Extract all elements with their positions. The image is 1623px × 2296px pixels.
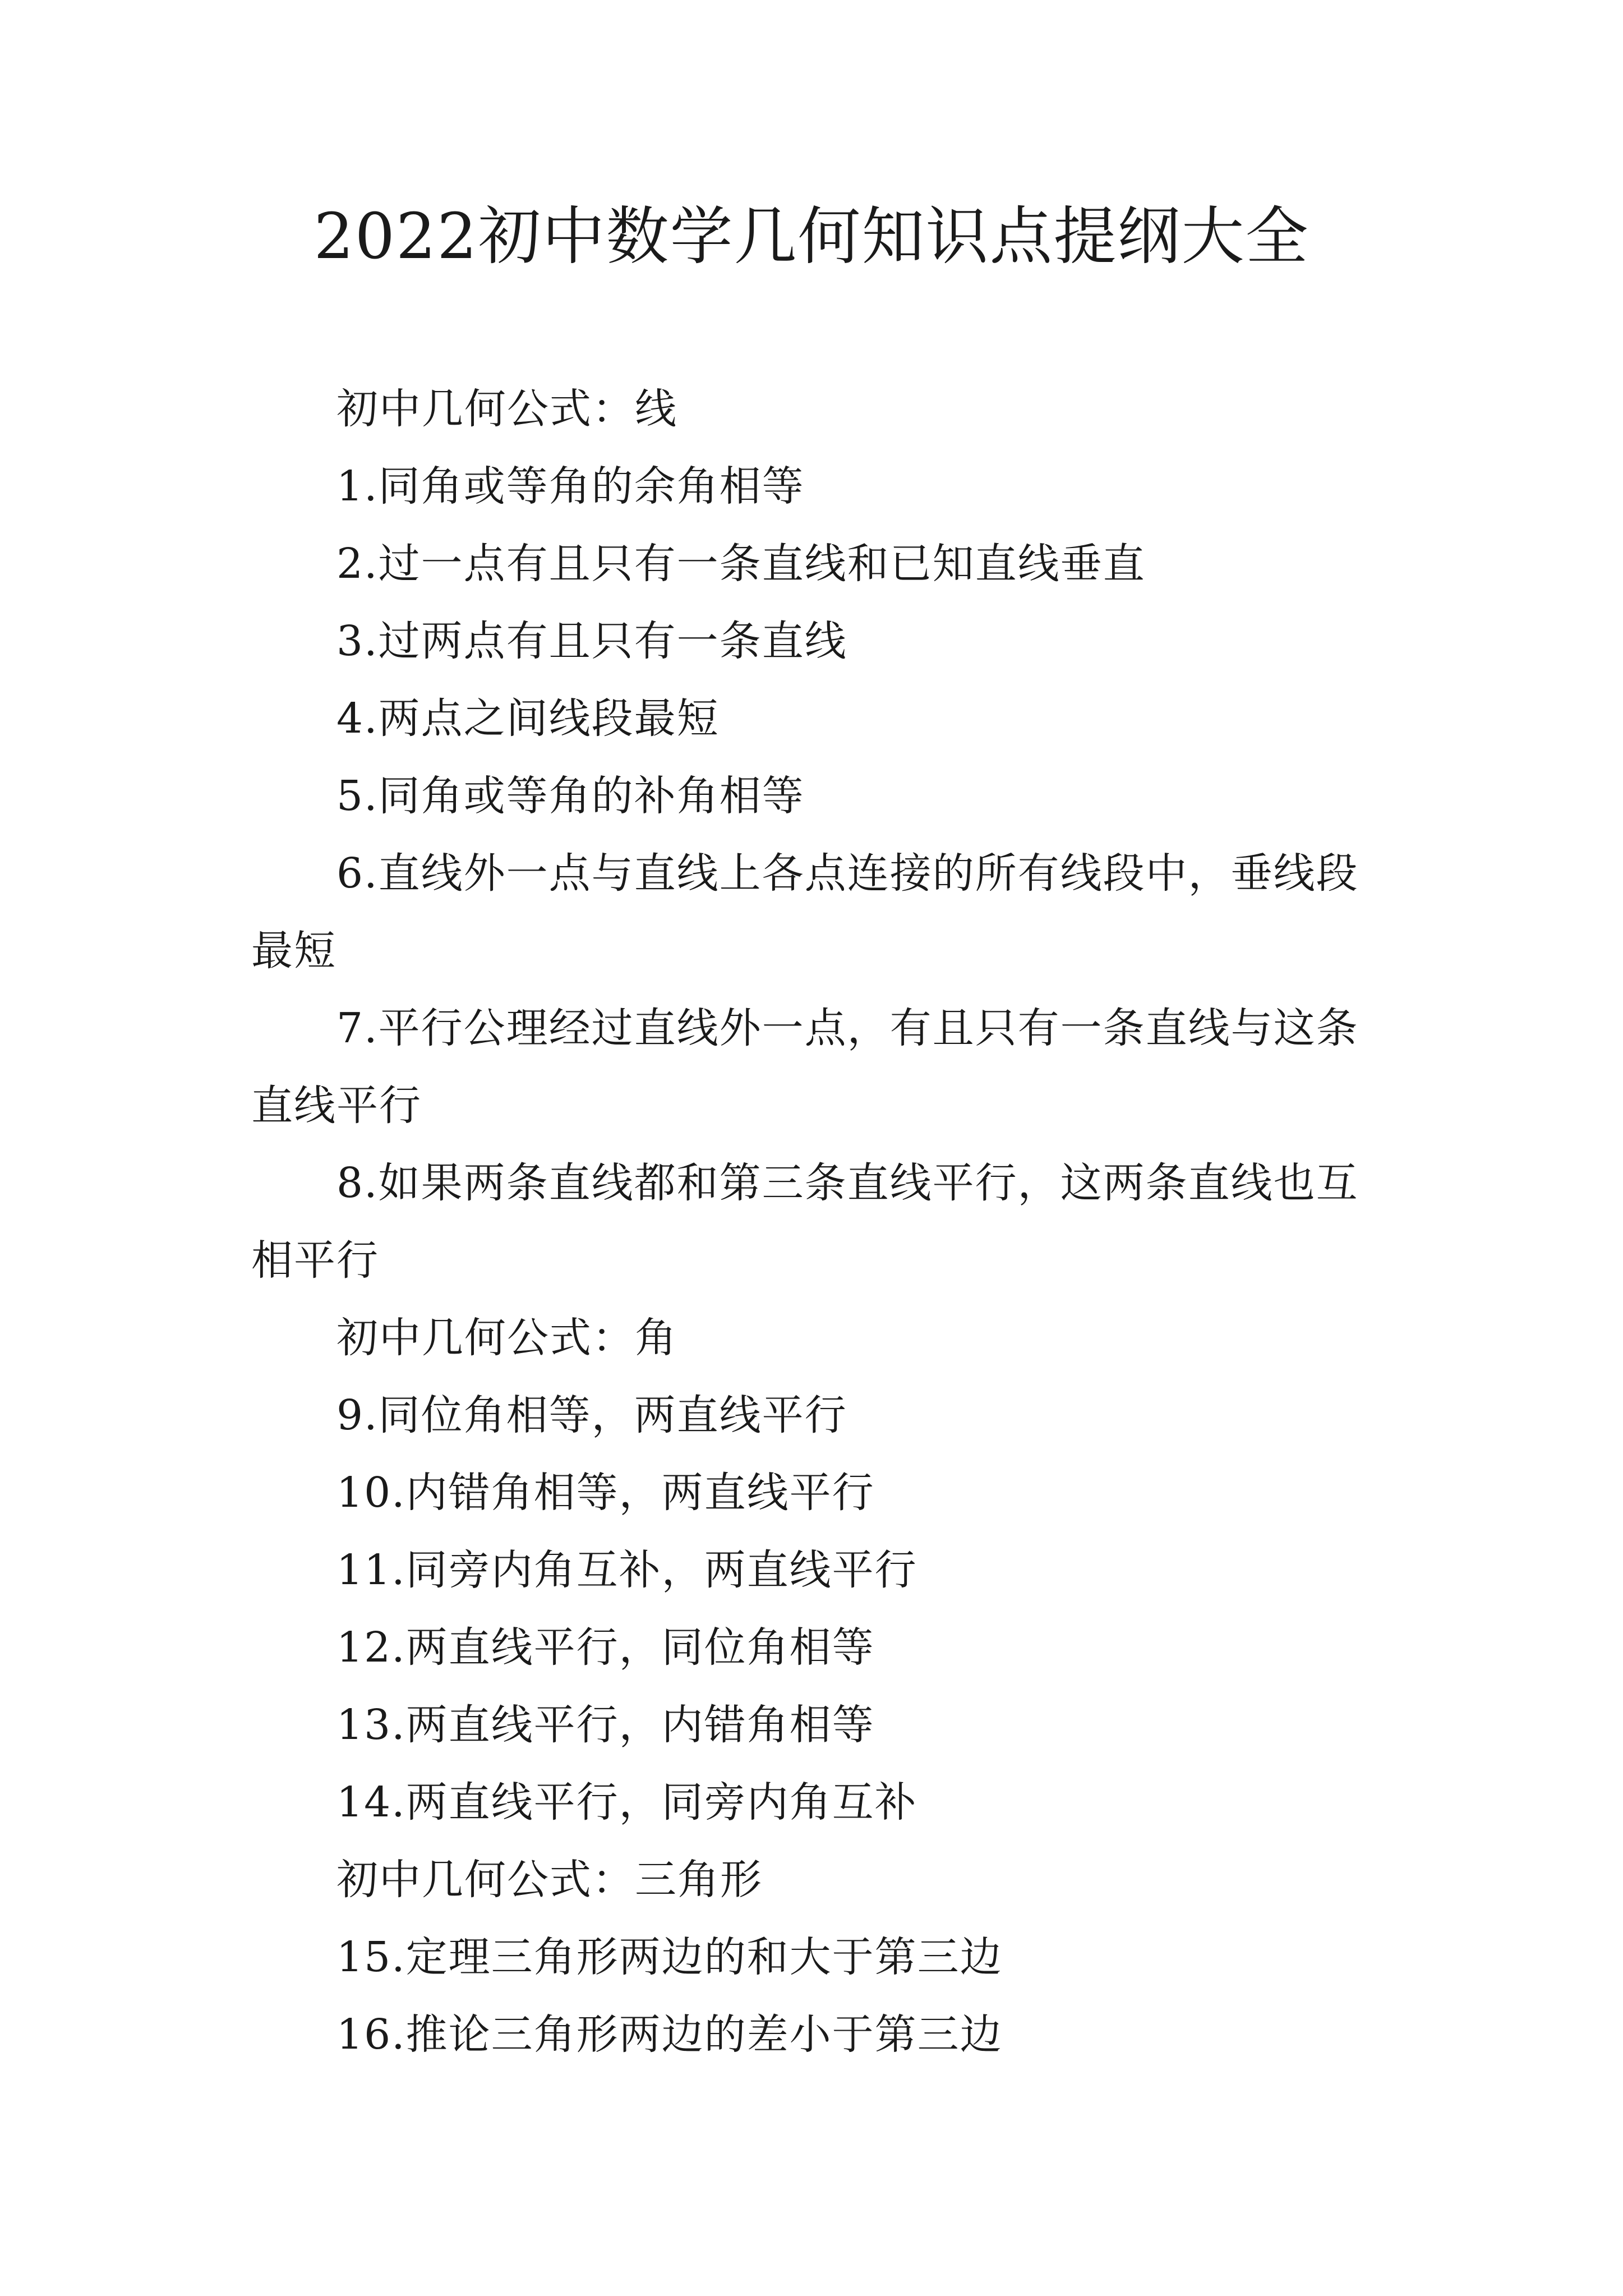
- paragraph: 8.如果两条直线都和第三条直线平行，这两条直线也互相平行: [251, 1159, 1359, 1285]
- paragraph: 4.两点之间线段最短: [336, 694, 720, 743]
- paragraph: 13.两直线平行，内错角相等: [336, 1701, 875, 1749]
- section-heading-angle: 初中几何公式：角: [336, 1314, 677, 1362]
- document-body: [251, 370, 1384, 2073]
- section-heading-triangle: 初中几何公式：三角形: [336, 1856, 763, 1904]
- paragraph: 2.过一点有且只有一条直线和已知直线垂直: [336, 540, 1146, 588]
- paragraph: 1.同角或等角的余角相等: [336, 462, 805, 510]
- paragraph: 9.同位角相等，两直线平行: [336, 1391, 847, 1439]
- paragraph: 10.内错角相等，两直线平行: [336, 1469, 875, 1517]
- paragraph: 7.平行公理经过直线外一点，有且只有一条直线与这条直线平行: [251, 1004, 1359, 1130]
- paragraph: 11.同旁内角互补，两直线平行: [336, 1546, 917, 1594]
- paragraph: 5.同角或等角的补角相等: [336, 772, 805, 820]
- paragraph: 15.定理三角形两边的和大于第三边: [336, 1933, 1003, 1981]
- paragraph: 12.两直线平行，同位角相等: [336, 1623, 875, 1672]
- paragraph: 14.两直线平行，同旁内角互补: [336, 1778, 917, 1826]
- paragraph: 6.直线外一点与直线上各点连接的所有线段中，垂线段最短: [251, 849, 1359, 975]
- document-title: 2022初中数学几何知识点提纲大全: [313, 200, 1310, 273]
- section-heading-line: 初中几何公式：线: [336, 385, 677, 433]
- paragraph: 16.推论三角形两边的差小于第三边: [336, 2010, 1003, 2059]
- paragraph: 3.过两点有且只有一条直线: [336, 617, 847, 665]
